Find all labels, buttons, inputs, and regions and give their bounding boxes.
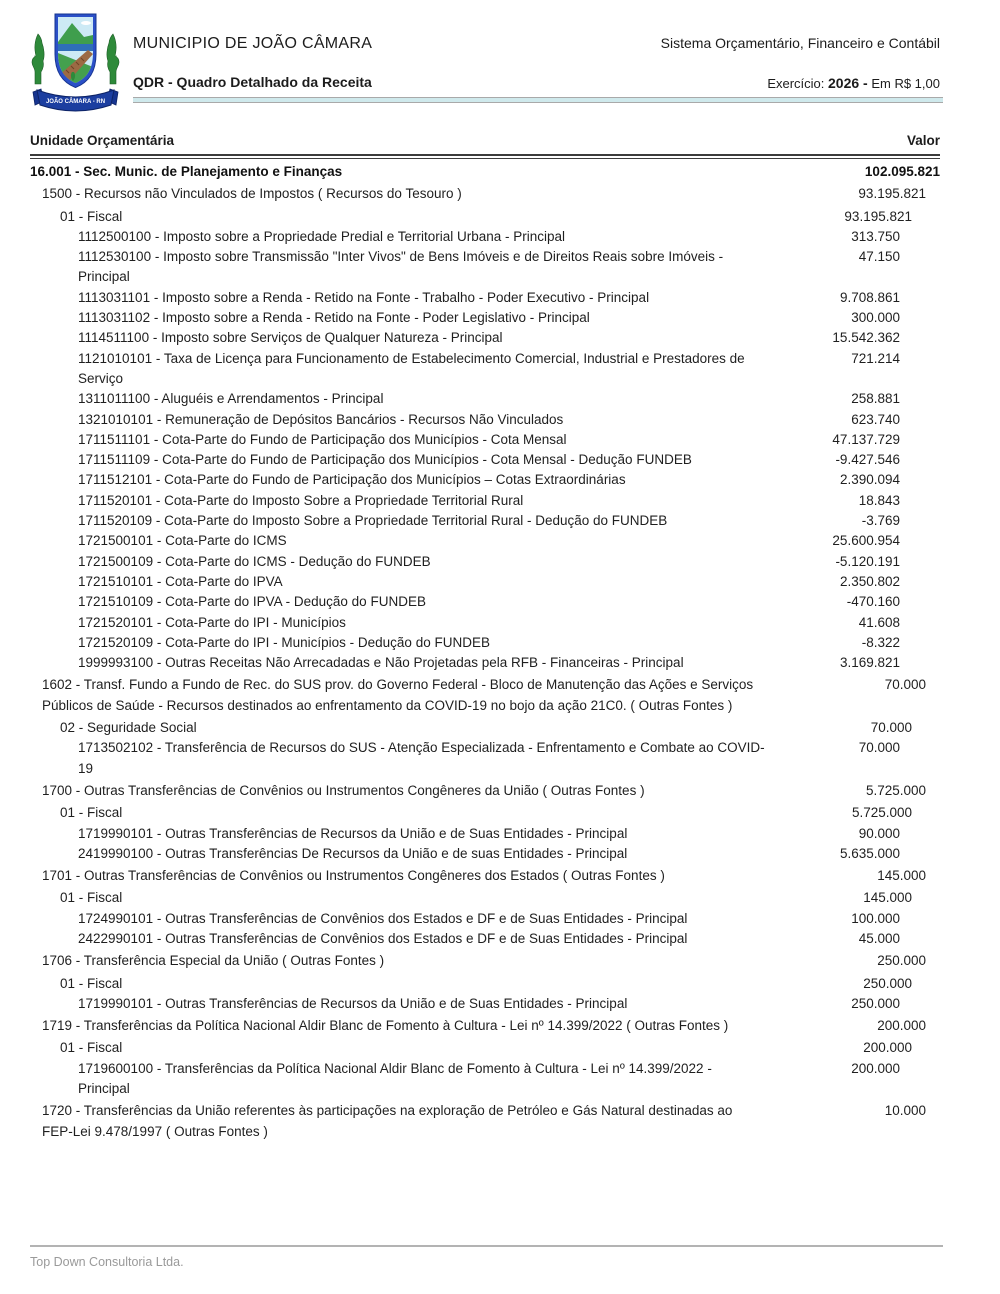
- row-description: 2419990100 - Outras Transferências De Recursos da União e de suas Entidades - Principal: [78, 845, 628, 861]
- row-value: 145.000: [863, 890, 912, 906]
- row-description: 1311011100 - Aluguéis e Arrendamentos - Principal: [78, 391, 384, 407]
- table-row: [30, 613, 940, 633]
- row-description: 1114511100 - Imposto sobre Serviços de Qualquer Natureza - Principal: [78, 330, 503, 346]
- row-value: 25.600.954: [832, 533, 900, 549]
- table-row: [30, 349, 940, 390]
- row-description: 1711511109 - Cota-Parte do Fundo de Participação dos Municípios - Cota Mensal - Dedução FUNDEB: [78, 452, 692, 468]
- footer-rule: [30, 1245, 943, 1247]
- table-row: [30, 470, 940, 490]
- row-description: 16.001 - Sec. Munic. de Planejamento e Finanças: [30, 164, 343, 179]
- table-row: [30, 633, 940, 653]
- row-value: 623.740: [851, 411, 900, 427]
- row-description: 01 - Fiscal: [60, 208, 123, 224]
- row-description: 1711511101 - Cota-Parte do Fundo de Participação dos Municípios - Cota Mensal: [78, 431, 567, 447]
- row-description: 1602 - Transf. Fundo a Fundo de Rec. do SUS prov. do Governo Federal - Bloco de Manutenção das Ações e Serviços Públicos de Saúde - Recursos destinados ao enfrentamento da COVID-19 no bojo da ação 21C0. ( Outras Fontes ): [42, 677, 754, 713]
- table-row: [30, 450, 940, 470]
- table-row: [30, 531, 940, 551]
- row-description: 1719600100 - Transferências da Política Nacional Aldir Blanc de Fomento à Cultura - Lei nº 14.399/2022 - Principal: [78, 1060, 712, 1097]
- municipality-name: MUNICIPIO DE JOÃO CÂMARA: [133, 35, 373, 52]
- table-header-row: [30, 133, 940, 154]
- table-row: [30, 1016, 940, 1036]
- row-description: 01 - Fiscal: [60, 1040, 123, 1056]
- row-description: 01 - Fiscal: [60, 890, 123, 906]
- row-description: 1721510109 - Cota-Parte do IPVA - Dedução do FUNDEB: [78, 594, 426, 610]
- row-description: 1724990101 - Outras Transferências de Convênios dos Estados e DF e de Suas Entidades - Principal: [78, 910, 688, 926]
- table-header-divider: [30, 154, 940, 159]
- row-value: 258.881: [851, 391, 900, 407]
- row-description: 1713502102 - Transferência de Recursos do SUS - Atenção Especializada - Enfrentamento e Combate ao COVID-19: [78, 740, 765, 776]
- row-value: 3.169.821: [839, 655, 900, 671]
- row-description: 1711512101 - Cota-Parte do Fundo de Participação dos Municípios – Cotas Extraordinárias: [78, 472, 626, 488]
- table-row: [30, 781, 940, 801]
- row-value: -3.769: [861, 513, 900, 529]
- row-description: 1321010101 - Remuneração de Depósitos Bancários - Recursos Não Vinculados: [78, 411, 564, 427]
- table-row: [30, 653, 940, 673]
- row-value: -5.120.191: [835, 553, 900, 569]
- table-row: [30, 288, 940, 308]
- row-description: 1721500101 - Cota-Parte do ICMS: [78, 533, 287, 549]
- exercise-unit: Em R$ 1,00: [871, 76, 940, 91]
- row-description: 1701 - Outras Transferências de Convênios ou Instrumentos Congêneres dos Estados ( Outras Fontes ): [42, 868, 665, 884]
- row-description: 1721500109 - Cota-Parte do ICMS - Dedução do FUNDEB: [78, 553, 431, 569]
- footer-company: Top Down Consultoria Ltda.: [30, 1255, 184, 1269]
- row-value: -9.427.546: [835, 452, 900, 468]
- row-value: 2.350.802: [839, 573, 900, 589]
- row-value: -470.160: [846, 594, 900, 610]
- table-row: [30, 974, 940, 994]
- row-description: 1112530100 - Imposto sobre Transmissão "Inter Vivos" de Bens Imóveis e de Direitos Reais sobre Imóveis - Principal: [78, 249, 724, 285]
- row-description: 1720 - Transferências da União referentes às participações na exploração de Petróleo e Gás Natural destinadas ao FEP-Lei 9.478/1997 ( Outras Fontes ): [42, 1103, 733, 1139]
- row-value: 5.725.000: [865, 782, 926, 798]
- row-value: 47.150: [858, 249, 900, 265]
- system-name: Sistema Orçamentário, Financeiro e Contábil: [660, 35, 940, 51]
- table-row: [30, 929, 940, 949]
- row-value: -8.322: [861, 634, 900, 650]
- table-row: [30, 227, 940, 247]
- table-row: [30, 247, 940, 288]
- table-row: [30, 888, 940, 908]
- table-row: [30, 803, 940, 823]
- row-value: 250.000: [863, 975, 912, 991]
- row-description: 1500 - Recursos não Vinculados de Impostos ( Recursos do Tesouro ): [42, 186, 462, 202]
- column-header-valor: Valor: [906, 133, 940, 148]
- table-row: [30, 511, 940, 531]
- row-value: 93.195.821: [844, 208, 912, 224]
- row-value: 2.390.094: [839, 472, 900, 488]
- row-description: 01 - Fiscal: [60, 975, 123, 991]
- row-value: 200.000: [863, 1040, 912, 1056]
- row-value: 93.195.821: [858, 186, 926, 202]
- table-row: [30, 909, 940, 929]
- table-row: [30, 1059, 940, 1100]
- header-accent-rule: [133, 97, 943, 103]
- table-row: [30, 1101, 940, 1142]
- row-value: 10.000: [884, 1103, 926, 1119]
- revenue-table: [30, 133, 940, 1142]
- row-description: 1719990101 - Outras Transferências de Recursos da União e de Suas Entidades - Principal: [78, 995, 628, 1011]
- row-value: 250.000: [877, 953, 926, 969]
- table-row: [30, 491, 940, 511]
- column-header-unidade: Unidade Orçamentária: [30, 133, 175, 148]
- report-title: QDR - Quadro Detalhado da Receita: [133, 74, 372, 90]
- row-value: 70.000: [858, 740, 900, 756]
- row-value: 18.843: [858, 492, 900, 508]
- row-value: 90.000: [858, 825, 900, 841]
- row-description: 1113031101 - Imposto sobre a Renda - Retido na Fonte - Trabalho - Poder Executivo - Principal: [78, 289, 650, 305]
- table-row: [30, 389, 940, 409]
- row-value: 300.000: [851, 310, 900, 326]
- row-value: 70.000: [884, 677, 926, 693]
- row-description: 1700 - Outras Transferências de Convênios ou Instrumentos Congêneres da União ( Outras Fontes ): [42, 782, 645, 798]
- municipality-crest-logo: [28, 10, 123, 120]
- row-value: 145.000: [877, 868, 926, 884]
- row-value: 47.137.729: [832, 431, 900, 447]
- row-description: 1721510101 - Cota-Parte do IPVA: [78, 573, 283, 589]
- row-value: 5.635.000: [839, 845, 900, 861]
- table-row: [30, 592, 940, 612]
- row-value: 313.750: [851, 228, 900, 244]
- exercise-year: 2026 -: [828, 75, 868, 91]
- table-row: [30, 824, 940, 844]
- row-value: 15.542.362: [832, 330, 900, 346]
- table-row: [30, 207, 940, 227]
- table-row: [30, 718, 940, 738]
- exercise-line: [767, 75, 940, 91]
- exercise-label: Exercício:: [767, 76, 825, 91]
- row-description: 2422990101 - Outras Transferências de Convênios dos Estados e DF e de Suas Entidades - Principal: [78, 930, 688, 946]
- row-description: 1112500100 - Imposto sobre a Propriedade Predial e Territorial Urbana - Principal: [78, 228, 566, 244]
- row-value: 5.725.000: [851, 805, 912, 821]
- row-description: 1719 - Transferências da Política Nacional Aldir Blanc de Fomento à Cultura - Lei nº 14.399/2022 ( Outras Fontes ): [42, 1018, 729, 1034]
- row-value: 250.000: [851, 995, 900, 1011]
- table-row: [30, 430, 940, 450]
- row-description: 01 - Fiscal: [60, 805, 123, 821]
- row-value: 41.608: [858, 614, 900, 630]
- row-value: 100.000: [851, 910, 900, 926]
- row-value: 102.095.821: [864, 164, 940, 179]
- row-description: 1719990101 - Outras Transferências de Recursos da União e de Suas Entidades - Principal: [78, 825, 628, 841]
- table-row: [30, 572, 940, 592]
- crest-banner: [33, 89, 118, 111]
- row-description: 1711520101 - Cota-Parte do Imposto Sobre a Propriedade Territorial Rural: [78, 492, 524, 508]
- table-row: [30, 675, 940, 716]
- row-description: 1113031102 - Imposto sobre a Renda - Retido na Fonte - Poder Legislativo - Principal: [78, 310, 590, 326]
- table-row: [30, 184, 940, 204]
- table-row: [30, 738, 940, 779]
- row-value: 200.000: [851, 1060, 900, 1076]
- row-value: 9.708.861: [839, 289, 900, 305]
- table-row: [30, 552, 940, 572]
- row-description: 1121010101 - Taxa de Licença para Funcionamento de Estabelecimento Comercial, Industrial e Prestadores de Serviço: [78, 350, 745, 386]
- table-row: [30, 844, 940, 864]
- table-row: [30, 866, 940, 886]
- table-row: [30, 1038, 940, 1058]
- table-row: [30, 162, 940, 182]
- revenue-table-body: [30, 162, 940, 1142]
- row-description: 1706 - Transferência Especial da União ( Outras Fontes ): [42, 953, 385, 969]
- row-value: 721.214: [851, 350, 900, 366]
- row-value: 200.000: [877, 1018, 926, 1034]
- row-description: 1999993100 - Outras Receitas Não Arrecadadas e Não Projetadas pela RFB - Financeiras - Principal: [78, 655, 684, 671]
- crest-banner-text: JOÃO CÂMARA - RN: [45, 99, 106, 105]
- table-row: [30, 328, 940, 348]
- table-row: [30, 410, 940, 430]
- table-row: [30, 994, 940, 1014]
- row-description: 1711520109 - Cota-Parte do Imposto Sobre a Propriedade Territorial Rural - Dedução do FUNDEB: [78, 513, 668, 529]
- row-description: 1721520109 - Cota-Parte do IPI - Municípios - Dedução do FUNDEB: [78, 634, 490, 650]
- row-value: 45.000: [858, 930, 900, 946]
- table-row: [30, 951, 940, 971]
- row-value: 70.000: [870, 720, 912, 736]
- row-description: 1721520101 - Cota-Parte do IPI - Municípios: [78, 614, 346, 630]
- row-description: 02 - Seguridade Social: [60, 720, 197, 736]
- table-row: [30, 308, 940, 328]
